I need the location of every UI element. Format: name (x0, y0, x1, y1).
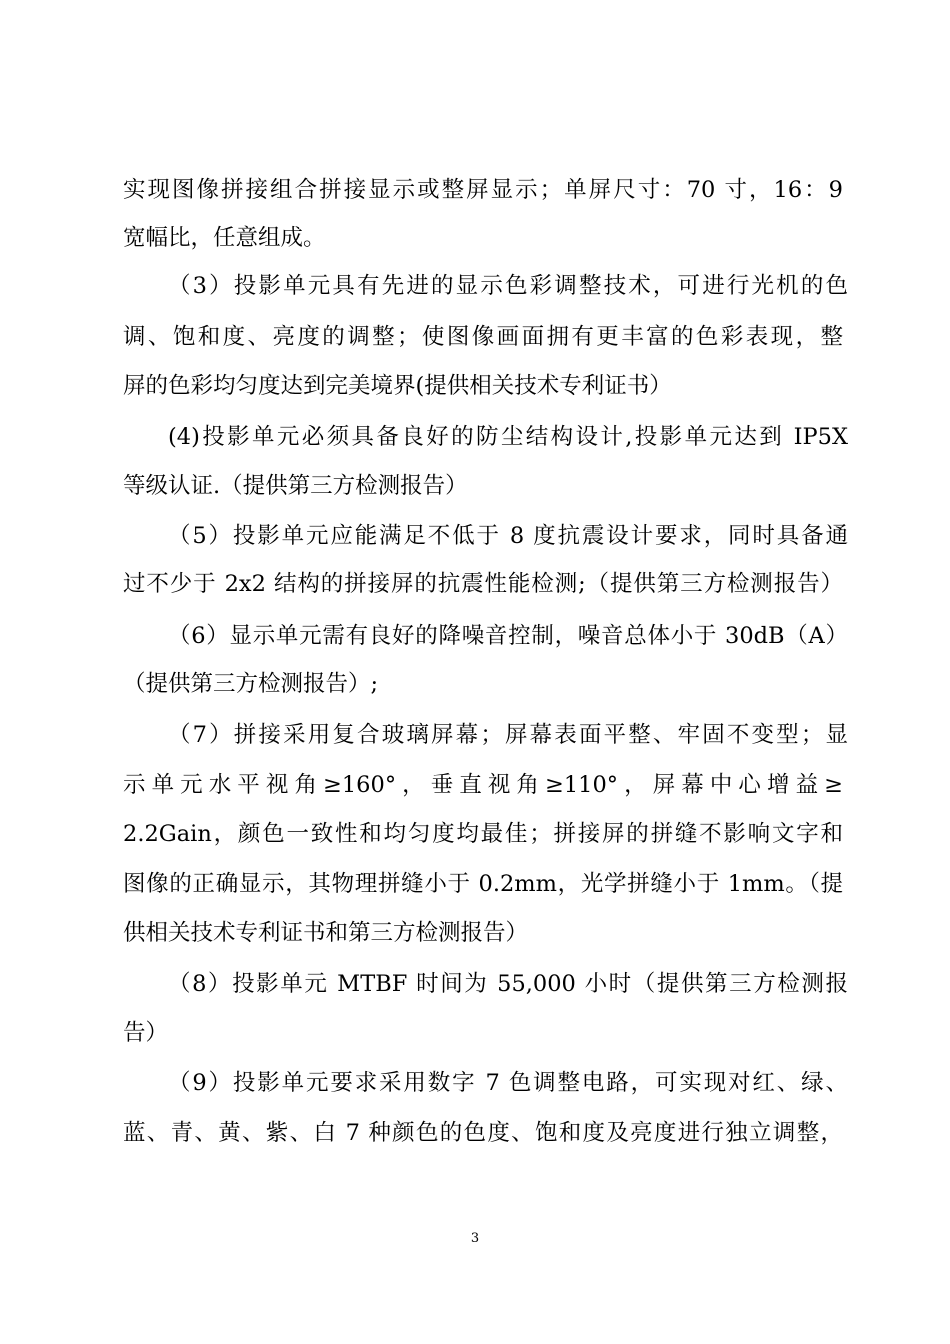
body-text-line: 供相关技术专利证书和第三方检测报告） (123, 920, 529, 946)
body-text-line: 等级认证.（提供第三方检测报告） (123, 473, 468, 499)
body-text-line: （9）投影单元要求采用数字 7 色调整电路，可实现对红、绿、 (168, 1070, 848, 1096)
body-text-line: 蓝、青、黄、紫、白 7 种颜色的色度、饱和度及亮度进行独立调整， (123, 1120, 843, 1146)
body-text-line: 屏的色彩均匀度达到完美境界(提供相关技术专利证书） (123, 373, 672, 399)
body-text-line: 2.2Gain，颜色一致性和均匀度均最佳；拼接屏的拼缝不影响文字和 (123, 821, 843, 847)
body-text-line: 实现图像拼接组合拼接显示或整屏显示；单屏尺寸：70 寸，16：9 (123, 177, 843, 203)
body-text-line: 图像的正确显示，其物理拼缝小于 0.2mm，光学拼缝小于 1mm。（提 (123, 871, 843, 897)
body-text-line: 告） (123, 1020, 169, 1046)
body-text-line: 过不少于 2x2 结构的拼接屏的抗震性能检测;（提供第三方检测报告） (123, 571, 843, 597)
body-text-line: （7）拼接采用复合玻璃屏幕；屏幕表面平整、牢固不变型；显 (168, 722, 848, 748)
body-text-line: (4)投影单元必须具备良好的防尘结构设计,投影单元达到 IP5X (168, 424, 848, 450)
body-text-line: （5）投影单元应能满足不低于 8 度抗震设计要求，同时具备通 (168, 523, 848, 549)
body-text-line: （提供第三方检测报告）; (123, 671, 379, 697)
body-text-line: 调、饱和度、亮度的调整；使图像画面拥有更丰富的色彩表现，整 (123, 324, 843, 350)
body-text-line: （3）投影单元具有先进的显示色彩调整技术，可进行光机的色 (168, 273, 848, 299)
body-text-line: 宽幅比，任意组成。 (123, 225, 326, 251)
body-text-line: （6）显示单元需有良好的降噪音控制，噪音总体小于 30dB（A） (168, 623, 848, 649)
page-number: 3 (470, 1231, 480, 1246)
body-text-line: 示单元水平视角≥160°，垂直视角≥110°，屏幕中心增益≥ (123, 772, 843, 798)
body-text-line: （8）投影单元 MTBF 时间为 55,000 小时（提供第三方检测报 (168, 971, 848, 997)
